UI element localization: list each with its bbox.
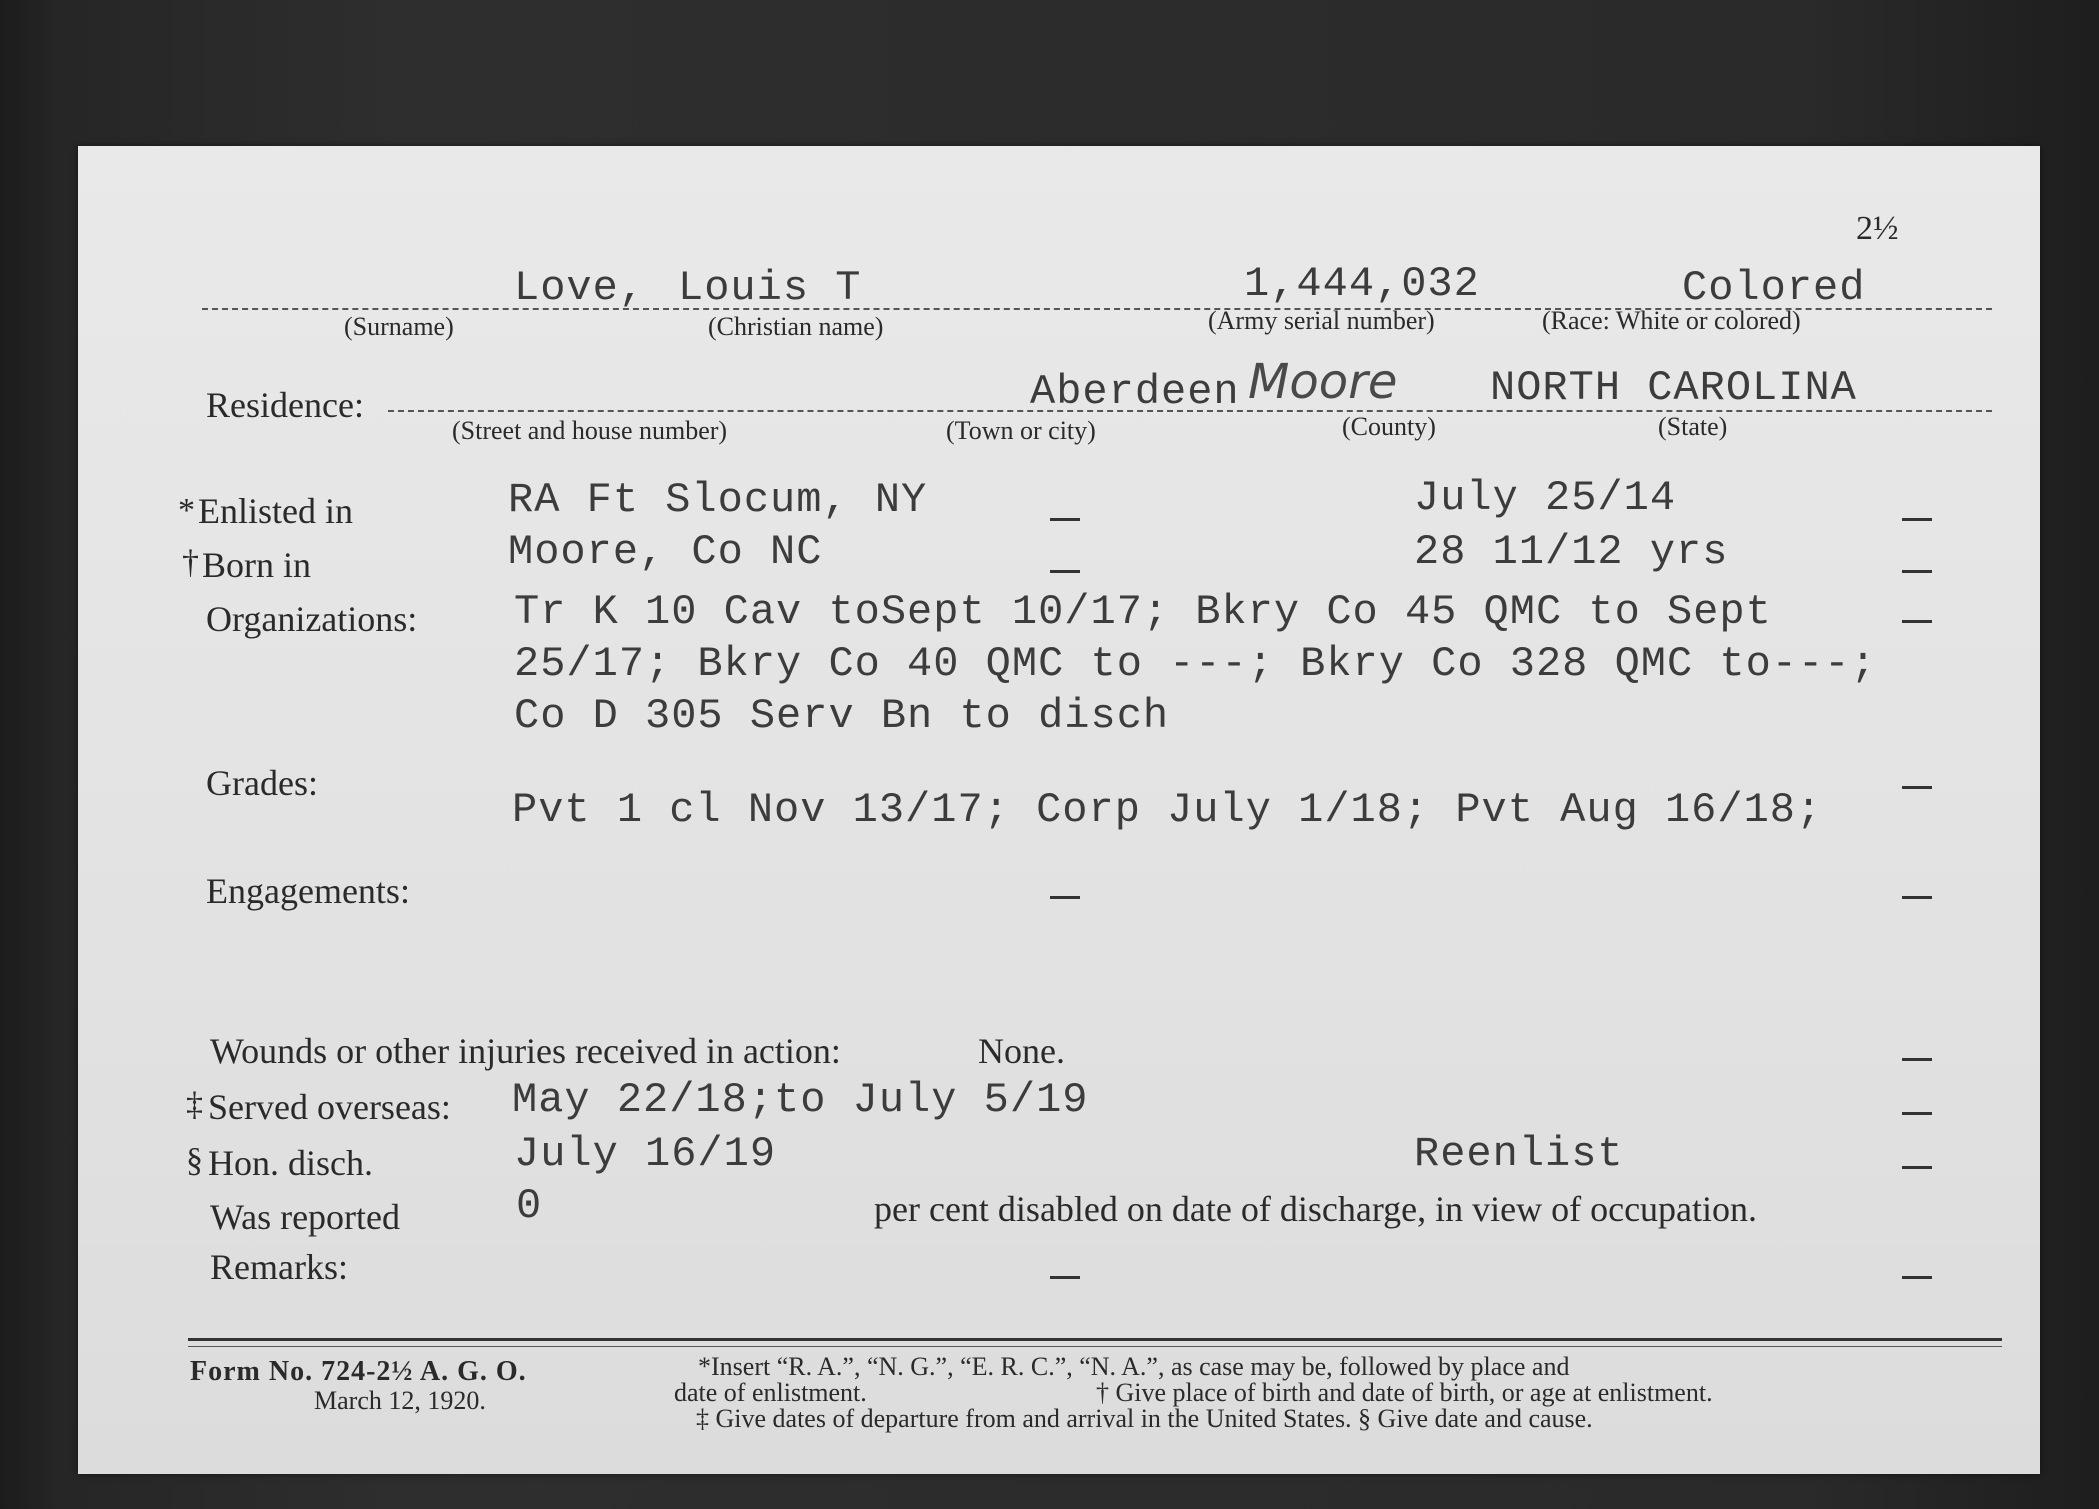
born-end-dash xyxy=(1902,570,1932,573)
born-place-value: Moore, Co NC xyxy=(508,528,823,576)
discharge-date-value: July 16/19 xyxy=(514,1130,777,1178)
discharge-label: Hon. disch. xyxy=(208,1143,373,1183)
surname-caption: (Surname) xyxy=(344,312,454,341)
organizations-line: Tr K 10 Cav toSept 10/17; Bkry Co 45 QMC to Sept xyxy=(514,588,1772,636)
overseas-value: May 22/18;to July 5/19 xyxy=(512,1076,1089,1124)
enlisted-mid-dash xyxy=(1050,518,1080,521)
footer-form-date: March 12, 1920. xyxy=(314,1386,486,1415)
overseas-mark: ‡ xyxy=(186,1086,203,1123)
disability-suffix: per cent disabled on date of discharge, in view of occupation. xyxy=(874,1189,1758,1229)
born-label: Born in xyxy=(202,545,312,585)
christian-name-value: Louis T xyxy=(678,264,862,312)
overseas-end-dash xyxy=(1902,1112,1932,1115)
footer-note-enlistment-date: date of enlistment. xyxy=(674,1378,867,1407)
remarks-mid-dash xyxy=(1050,1276,1080,1279)
wounds-value: None. xyxy=(978,1031,1065,1071)
discharge-note-value: Reenlist xyxy=(1414,1130,1624,1178)
discharge-mark: § xyxy=(186,1142,203,1179)
enlisted-end-dash xyxy=(1902,518,1932,521)
enlisted-date-value: July 25/14 xyxy=(1414,474,1677,522)
born-age-value: 28 11/12 yrs xyxy=(1414,528,1729,576)
grades-end-dash xyxy=(1902,786,1932,789)
county-caption: (County) xyxy=(1342,412,1436,441)
remarks-label: Remarks: xyxy=(210,1247,348,1287)
grades-value: Pvt 1 cl Nov 13/17; Corp July 1/18; Pvt Aug 16/18; xyxy=(512,786,1823,834)
enlisted-label: Enlisted in xyxy=(198,491,353,531)
engagements-end-dash xyxy=(1902,896,1932,899)
organizations-label: Organizations: xyxy=(206,599,418,639)
christian-name-caption: (Christian name) xyxy=(708,312,884,341)
form-number: 2½ xyxy=(1856,210,1899,247)
street-caption: (Street and house number) xyxy=(452,416,728,445)
wounds-end-dash xyxy=(1902,1058,1932,1061)
grades-label: Grades: xyxy=(206,763,318,803)
wounds-label: Wounds or other injuries received in action: xyxy=(210,1031,841,1071)
remarks-end-dash xyxy=(1902,1276,1932,1279)
disability-label: Was reported xyxy=(210,1197,401,1237)
footer-note-birth: † Give place of birth and date of birth, or age at enlistment. xyxy=(1096,1378,1713,1407)
footer-rule xyxy=(188,1338,2002,1341)
residence-label: Residence: xyxy=(206,385,364,425)
county-value: Moore xyxy=(1248,354,1398,410)
discharge-end-dash xyxy=(1902,1166,1932,1169)
footer-form-number: Form No. 724-2½ A. G. O. xyxy=(190,1356,527,1387)
town-caption: (Town or city) xyxy=(946,416,1096,445)
footer-note-enlisted: *Insert “R. A.”, “N. G.”, “E. R. C.”, “N. A.”, as case may be, followed by place and xyxy=(698,1352,1570,1381)
service-record-card xyxy=(78,146,2040,1474)
overseas-label: Served overseas: xyxy=(208,1087,451,1127)
engagements-mid-dash xyxy=(1050,896,1080,899)
organizations-line: Co D 305 Serv Bn to disch xyxy=(514,692,1170,740)
enlisted-place-value: RA Ft Slocum, NY xyxy=(508,476,928,524)
state-caption: (State) xyxy=(1658,412,1728,441)
serial-number-value: 1,444,032 xyxy=(1244,260,1480,308)
organizations-line: 25/17; Bkry Co 40 QMC to ---; Bkry Co 328 QMC to---; xyxy=(514,640,1877,688)
enlisted-mark: * xyxy=(178,492,195,529)
born-mid-dash xyxy=(1050,570,1080,573)
footer-rule-thin xyxy=(188,1346,2002,1347)
race-caption: (Race: White or colored) xyxy=(1542,306,1801,335)
serial-number-caption: (Army serial number) xyxy=(1208,306,1435,335)
surname-value: Love, xyxy=(514,264,646,312)
engagements-label: Engagements: xyxy=(206,871,410,911)
race-value: Colored xyxy=(1682,264,1866,312)
born-mark: † xyxy=(182,544,199,581)
disability-value: 0 xyxy=(516,1182,543,1230)
organizations-end-dash xyxy=(1902,620,1932,623)
state-value: NORTH CAROLINA xyxy=(1490,364,1857,412)
town-value: Aberdeen xyxy=(1030,368,1240,416)
footer-note-overseas: ‡ Give dates of departure from and arrival in the United States. § Give date and cause. xyxy=(696,1404,1593,1433)
